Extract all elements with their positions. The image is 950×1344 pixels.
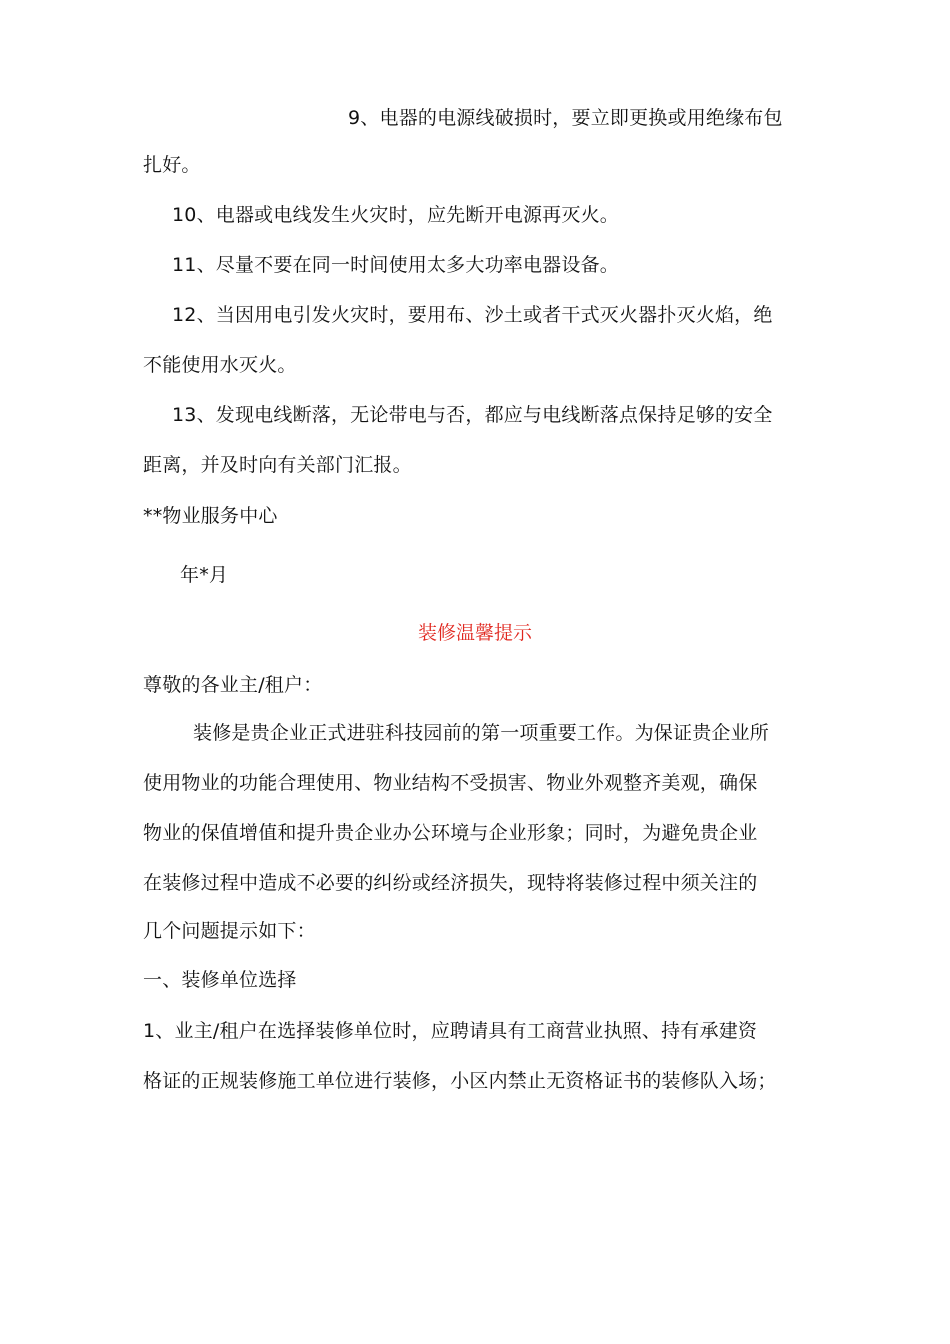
signature-line: **物业服务中心 [143, 505, 278, 527]
paragraph-line: 扎好。 [143, 154, 201, 176]
paragraph-line: 使用物业的功能合理使用、物业结构不受损害、物业外观整齐美观，确保 [143, 772, 758, 794]
date-line: 年*月 [180, 564, 229, 586]
paragraph-line: 几个问题提示如下： [143, 920, 316, 942]
paragraph-line: 1、业主/租户在选择装修单位时，应聘请具有工商营业执照、持有承建资 [143, 1020, 758, 1042]
paragraph-line: 9、电器的电源线破损时，要立即更换或用绝缘布包 [348, 107, 783, 129]
paragraph-line: 13、发现电线断落，无论带电与否，都应与电线断落点保持足够的安全 [172, 404, 773, 426]
paragraph-line: 物业的保值增值和提升贵企业办公环境与企业形象；同时，为避免贵企业 [143, 822, 758, 844]
paragraph-line: 11、尽量不要在同一时间使用太多大功率电器设备。 [172, 254, 619, 276]
paragraph-line: 在装修过程中造成不必要的纠纷或经济损失，现特将装修过程中须关注的 [143, 872, 758, 894]
paragraph-line: 10、电器或电线发生火灾时，应先断开电源再灭火。 [172, 204, 619, 226]
paragraph-line: 装修是贵企业正式进驻科技园前的第一项重要工作。为保证贵企业所 [193, 722, 770, 744]
section-heading: 一、装修单位选择 [143, 969, 297, 991]
paragraph-line: 12、当因用电引发火灾时，要用布、沙土或者干式灭火器扑灭火焰，绝 [172, 304, 773, 326]
section-title: 装修温馨提示 [417, 622, 532, 644]
paragraph-line: 不能使用水灭火。 [143, 354, 297, 376]
paragraph-line: 距离，并及时向有关部门汇报。 [143, 454, 412, 476]
salutation-line: 尊敬的各业主/租户： [143, 674, 323, 696]
paragraph-line: 格证的正规装修施工单位进行装修，小区内禁止无资格证书的装修队入场； [143, 1070, 777, 1092]
